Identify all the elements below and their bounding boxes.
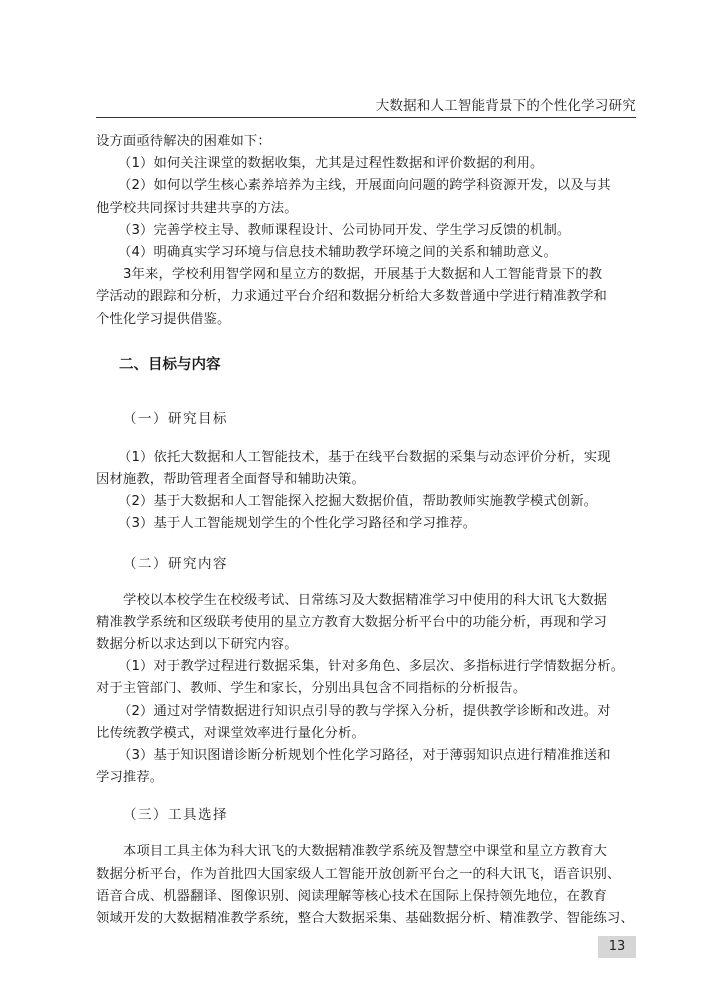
subheading-research-goals: （一）研究目标 <box>123 410 228 427</box>
list-item-1: （1）如何关注课堂的数据收集，尤其是过程性数据和评价数据的利用。 <box>118 156 544 172</box>
paragraph-intro: 设方面亟待解决的困难如下： <box>96 134 271 149</box>
tool-paragraph-cont1: 数据分析平台，作为首批四大国家级人工智能开放创新平台之一的科大讯飞，语音识别、 <box>96 866 621 882</box>
list-item-3: （3）完善学校主导、教师课程设计、公司协同开发、学生学习反馈的机制。 <box>118 222 571 238</box>
goal-item-1-cont: 因材施教，帮助管理者全面督导和辅助决策。 <box>96 472 365 488</box>
content-item-3: （3）基于知识图谱诊断分析规划个性化学习路径，对于薄弱知识点进行精准推送和 <box>118 748 611 764</box>
goal-item-1: （1）依托大数据和人工智能技术，基于在线平台数据的采集与动态评价分析，实现 <box>118 449 611 465</box>
paragraph-3-years-cont1: 学活动的跟踪和分析，力求通过平台介绍和数据分析给大多数普通中学进行精准教学和 <box>96 289 607 305</box>
tool-paragraph-cont2: 语音合成、机器翻译、图像识别、阅读理解等核心技术在国际上保持领先地位，在教育 <box>96 888 607 904</box>
page-body <box>96 131 636 930</box>
content-paragraph-cont1: 精准教学系统和区级联考使用的星立方教育大数据分析平台中的功能分析，再现和学习 <box>96 614 607 630</box>
list-item-2: （2）如何以学生核心素养培养为主线，开展面向问题的跨学科资源开发，以及与其 <box>118 178 611 194</box>
section-heading-goals-content: 二、目标与内容 <box>119 356 221 373</box>
subheading-research-content: （二）研究内容 <box>123 555 228 572</box>
content-item-1-cont: 对于主管部门、教师、学生和家长，分别出具包含不同指标的分析报告。 <box>96 681 527 697</box>
list-item-4: （4）明确真实学习环境与信息技术辅助教学环境之间的关系和辅助意义。 <box>118 245 557 261</box>
content-item-2: （2）通过对学情数据进行知识点引导的教与学探入分析，提供教学诊断和改进。对 <box>118 703 611 719</box>
content-item-1: （1）对于教学过程进行数据采集，针对多角色、多层次、多指标进行学情数据分析。 <box>118 659 625 675</box>
content-item-3-cont: 学习推荐。 <box>96 770 164 786</box>
content-item-2-cont: 比传统教学模式，对课堂效率进行量化分析。 <box>96 725 365 741</box>
list-item-2-cont: 他学校共同探讨共建共享的方法。 <box>96 200 298 216</box>
paragraph-3-years-cont2: 个性化学习提供借鉴。 <box>96 311 231 327</box>
tool-paragraph-cont3: 领域开发的大数据精准教学系统，整合大数据采集、基础数据分析、精准教学、智能练习、 <box>96 911 634 927</box>
running-header-title: 大数据和人工智能背景下的个性化学习研究 <box>375 98 636 114</box>
subheading-tool-selection: （三）工具选择 <box>123 807 228 824</box>
page-number: 13 <box>598 936 636 958</box>
tool-paragraph: 本项目工具主体为科大讯飞的大数据精准教学系统及智慧空中课堂和星立方教育大 <box>123 844 608 860</box>
goal-item-3: （3）基于人工智能规划学生的个性化学习路径和学习推荐。 <box>118 516 477 532</box>
header-divider <box>96 117 636 118</box>
goal-item-2: （2）基于大数据和人工智能探入挖掘大数据价值，帮助教师实施教学模式创新。 <box>118 494 598 510</box>
content-paragraph-cont2: 数据分析以求达到以下研究内容。 <box>96 637 298 653</box>
paragraph-3-years: 3年来，学校利用智学网和星立方的数据，开展基于大数据和人工智能背景下的教 <box>123 267 603 283</box>
content-paragraph: 学校以本校学生在校级考试、日常练习及大数据精准学习中使用的科大讯飞大数据 <box>123 592 608 608</box>
